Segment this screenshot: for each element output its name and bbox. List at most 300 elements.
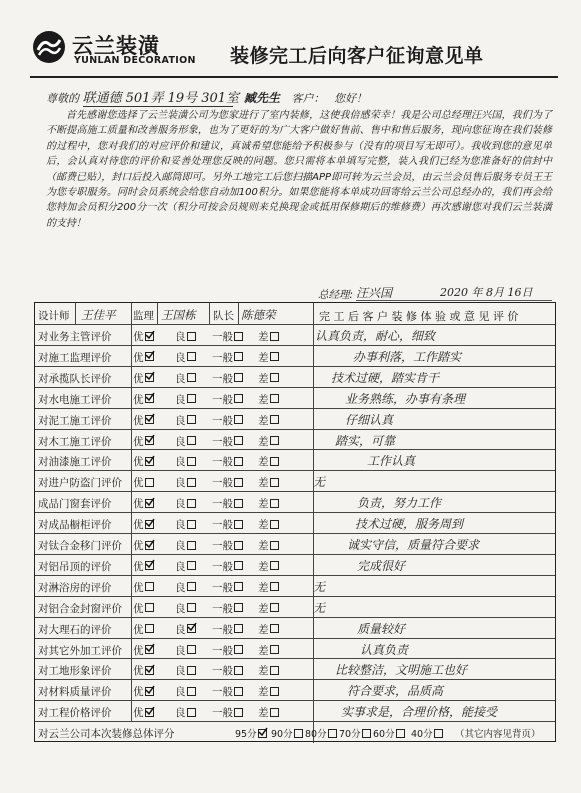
rating-option[interactable] <box>133 684 154 699</box>
checked-box-icon[interactable] <box>145 332 154 341</box>
table-row <box>35 700 555 721</box>
score-option[interactable] <box>305 726 337 740</box>
checkbox-icon[interactable] <box>187 708 196 717</box>
row-comment: 实事求是，合理价格，能接受 <box>341 705 498 720</box>
rating-option[interactable] <box>212 329 243 344</box>
rating-option-label: 一般 <box>212 498 233 511</box>
rating-option-label: 一般 <box>212 560 233 573</box>
checkbox-icon[interactable] <box>187 415 196 424</box>
row-comment: 认真负责，耐心，细致 <box>315 329 436 343</box>
score-option[interactable] <box>235 726 267 740</box>
rating-option-label: 一般 <box>212 351 233 364</box>
rating-option-label: 优 <box>133 686 144 699</box>
checkbox-icon[interactable] <box>294 729 303 738</box>
row-item-label: 对其它外加工评价 <box>38 644 122 657</box>
checked-box-icon[interactable] <box>145 561 154 570</box>
rating-option-label: 优 <box>133 540 144 552</box>
rating-option[interactable] <box>175 413 196 428</box>
table-row <box>35 617 555 638</box>
checkbox-icon[interactable] <box>234 373 243 382</box>
rating-option-label: 优 <box>133 498 144 511</box>
checkbox-icon[interactable] <box>270 394 279 403</box>
rating-option[interactable] <box>133 538 154 553</box>
rating-option[interactable] <box>258 350 279 365</box>
checked-box-icon[interactable] <box>145 708 154 717</box>
checkbox-icon[interactable] <box>270 708 279 717</box>
header-divider <box>30 76 558 78</box>
row-item-label: 对施工监理评价 <box>38 351 112 364</box>
score-option[interactable] <box>411 726 443 740</box>
checkbox-icon[interactable] <box>145 603 154 612</box>
checkbox-icon[interactable] <box>270 478 279 487</box>
checked-box-icon[interactable] <box>145 373 154 382</box>
rating-option[interactable] <box>175 601 196 616</box>
rating-option[interactable] <box>212 643 243 658</box>
hdr-div-a <box>75 303 76 324</box>
row-comment: 认真负责 <box>360 642 409 657</box>
row-item-label: 对材料质量评价 <box>38 686 112 699</box>
rating-option[interactable] <box>258 413 279 428</box>
checked-box-icon[interactable] <box>145 541 154 550</box>
rating-option[interactable] <box>258 434 279 449</box>
greeting-line <box>46 87 367 107</box>
rating-option[interactable] <box>212 559 243 574</box>
rating-option[interactable] <box>133 643 154 658</box>
hdr-div-c <box>209 303 210 324</box>
row-comment: 比较整洁，文明施工也好 <box>335 663 468 678</box>
checkbox-icon[interactable] <box>270 499 279 508</box>
checkbox-icon[interactable] <box>270 561 279 570</box>
checked-box-icon[interactable] <box>145 352 154 361</box>
row-item-label: 对铝吊顶的评价 <box>38 560 112 573</box>
rating-option[interactable] <box>258 329 279 344</box>
checkbox-icon[interactable] <box>270 666 279 675</box>
checkbox-icon[interactable] <box>234 436 243 445</box>
rating-option-label: 一般 <box>212 456 233 469</box>
rating-option-label: 良 <box>175 435 186 448</box>
checkbox-icon[interactable] <box>234 561 243 570</box>
checkbox-icon[interactable] <box>234 352 243 361</box>
checkbox-icon[interactable] <box>187 499 196 508</box>
row-comment: 符合要求，品质高 <box>347 684 444 699</box>
rating-option[interactable] <box>258 622 279 637</box>
checked-box-icon[interactable] <box>145 457 154 466</box>
checkbox-icon[interactable] <box>270 603 279 612</box>
checkbox-icon[interactable] <box>270 457 279 466</box>
checked-box-icon[interactable] <box>145 645 154 654</box>
rating-option[interactable] <box>175 496 196 511</box>
checkbox-icon[interactable] <box>234 687 243 696</box>
rating-option[interactable] <box>212 517 243 532</box>
row-item-label: 成品门窗套评价 <box>38 498 112 511</box>
checked-box-icon[interactable] <box>145 687 154 696</box>
checkbox-icon[interactable] <box>234 332 243 341</box>
checkbox-icon[interactable] <box>234 624 243 633</box>
rating-option-label: 优 <box>133 331 144 343</box>
rating-option[interactable] <box>212 496 243 511</box>
checkbox-icon[interactable] <box>270 373 279 382</box>
company-name-en: YUNLAN DECORATION <box>74 55 196 66</box>
checkbox-icon[interactable] <box>187 645 196 654</box>
rating-option-label: 一般 <box>212 519 233 532</box>
row-comment: 业务熟练，办事有条理 <box>345 391 466 406</box>
row-item-label: 对泥工施工评价 <box>38 414 112 427</box>
checkbox-icon[interactable] <box>234 708 243 717</box>
rating-option-label: 优 <box>133 435 144 448</box>
rating-option[interactable] <box>212 392 243 407</box>
rating-option[interactable] <box>212 350 243 365</box>
rating-option[interactable] <box>258 517 279 532</box>
checkbox-icon[interactable] <box>187 394 196 403</box>
rating-option[interactable] <box>175 454 196 469</box>
rating-option-label: 差 <box>258 540 269 552</box>
rating-option[interactable] <box>258 601 279 616</box>
total-score-label: 对云兰公司本次装修总体评分 <box>38 728 175 740</box>
rating-option-label: 优 <box>133 560 144 573</box>
rating-option[interactable] <box>212 684 243 699</box>
score-option-label: 80分 <box>305 729 327 740</box>
rating-option[interactable] <box>212 663 243 678</box>
score-option-label: 70分 <box>339 729 361 740</box>
row-comment: 无 <box>313 600 326 615</box>
rating-option-label: 差 <box>258 665 269 678</box>
checkbox-icon[interactable] <box>362 729 371 738</box>
hdr-div-b <box>157 303 158 324</box>
rating-option[interactable] <box>212 580 243 595</box>
row-item-label: 对进户防盗门评价 <box>38 477 122 490</box>
rating-option-label: 良 <box>175 477 186 490</box>
row-comment: 工作认真 <box>367 454 416 469</box>
rating-option[interactable] <box>175 622 196 637</box>
score-option-label: 40分 <box>411 729 433 740</box>
rating-option[interactable] <box>258 559 279 574</box>
checkbox-icon[interactable] <box>187 478 196 487</box>
checkbox-icon[interactable] <box>187 687 196 696</box>
rating-option[interactable] <box>133 496 154 511</box>
rating-option[interactable] <box>133 517 154 532</box>
row-comment: 无 <box>313 579 326 594</box>
rating-option[interactable] <box>133 371 154 386</box>
rating-option[interactable] <box>133 622 154 637</box>
checkbox-icon[interactable] <box>187 561 196 570</box>
rating-option-label: 优 <box>133 414 144 427</box>
checkbox-icon[interactable] <box>270 687 279 696</box>
row-comment: 仔细认真 <box>345 412 394 427</box>
row-comment: 质量较好 <box>357 621 406 636</box>
rating-option[interactable] <box>175 371 196 386</box>
score-option[interactable] <box>339 726 371 740</box>
rating-option-label: 优 <box>133 372 144 385</box>
rating-option-label: 差 <box>258 351 269 364</box>
checked-box-icon[interactable] <box>145 666 154 675</box>
rating-option[interactable] <box>175 684 196 699</box>
table-row <box>35 491 555 512</box>
rating-option-label: 一般 <box>212 477 233 490</box>
checkbox-icon[interactable] <box>270 332 279 341</box>
rating-option-label: 良 <box>175 623 186 636</box>
checkbox-icon[interactable] <box>187 520 196 529</box>
rating-option-label: 优 <box>133 351 144 364</box>
checkbox-icon[interactable] <box>187 352 196 361</box>
checkbox-icon[interactable] <box>145 478 154 487</box>
customer-address: 联通德 501弄 19号 301室 <box>83 87 233 107</box>
table-row <box>35 658 555 679</box>
row-item-label: 对工地形象评价 <box>38 665 112 678</box>
rating-option[interactable] <box>175 580 196 595</box>
row-item-label: 对工程价格评价 <box>38 707 112 720</box>
rating-option-label: 优 <box>133 707 144 720</box>
checkbox-icon[interactable] <box>270 582 279 591</box>
rating-option[interactable] <box>133 434 154 449</box>
row-comment: 踏实，可靠 <box>335 433 396 448</box>
checkbox-icon[interactable] <box>270 645 279 654</box>
table-row <box>35 512 555 533</box>
rating-option-label: 优 <box>133 477 144 490</box>
rating-option[interactable] <box>133 475 154 490</box>
rating-option-label: 优 <box>133 581 144 594</box>
rating-option-label: 良 <box>175 519 186 532</box>
checkbox-icon[interactable] <box>187 582 196 591</box>
checkbox-icon[interactable] <box>234 457 243 466</box>
rating-option[interactable] <box>175 559 196 574</box>
rating-option-label: 良 <box>175 602 186 615</box>
rating-option-label: 一般 <box>212 686 233 699</box>
rating-option[interactable] <box>258 371 279 386</box>
rating-option[interactable] <box>258 684 279 699</box>
rating-option-label: 一般 <box>212 372 233 385</box>
rating-option-label: 差 <box>258 331 269 343</box>
rating-option-label: 差 <box>258 456 269 469</box>
rating-option[interactable] <box>133 663 154 678</box>
rating-option-label: 差 <box>258 644 269 657</box>
rating-option[interactable] <box>175 705 196 720</box>
rating-option[interactable] <box>133 559 154 574</box>
rating-option-label: 差 <box>258 477 269 490</box>
rating-option[interactable] <box>258 705 279 720</box>
checkbox-icon[interactable] <box>328 729 337 738</box>
checked-box-icon[interactable] <box>258 729 267 738</box>
rating-option[interactable] <box>258 643 279 658</box>
rating-option-label: 良 <box>175 456 186 469</box>
rating-option[interactable] <box>133 392 154 407</box>
table-row <box>35 408 555 429</box>
row-comment: 完成很好 <box>357 558 406 573</box>
rating-option[interactable] <box>212 371 243 386</box>
hdr-div-d <box>238 303 239 324</box>
checkbox-icon[interactable] <box>396 729 405 738</box>
table-row <box>35 575 555 596</box>
rating-option[interactable] <box>133 329 154 344</box>
greeting-prefix: 尊敬的 <box>46 92 79 105</box>
checkbox-icon[interactable] <box>187 603 196 612</box>
rating-option[interactable] <box>212 705 243 720</box>
checkbox-icon[interactable] <box>270 436 279 445</box>
checkbox-icon[interactable] <box>234 499 243 508</box>
rating-option[interactable] <box>175 392 196 407</box>
row-item-label: 对大理石的评价 <box>38 623 112 636</box>
rating-option[interactable] <box>258 475 279 490</box>
row-item-label: 对水电施工评价 <box>38 393 112 406</box>
table-row <box>35 679 555 700</box>
rating-option[interactable] <box>133 601 154 616</box>
rating-option[interactable] <box>175 434 196 449</box>
score-option[interactable] <box>271 726 303 740</box>
rating-option-label: 优 <box>133 665 144 678</box>
checked-box-icon[interactable] <box>145 520 154 529</box>
rating-option-label: 良 <box>175 372 186 385</box>
checked-box-icon[interactable] <box>145 436 154 445</box>
rating-option-label: 差 <box>258 686 269 699</box>
eval-column-title: 完 工 后 客 户 装 修 体 验 或 意 见 评 价 <box>319 310 519 323</box>
rating-option-label: 一般 <box>212 414 233 427</box>
checkbox-icon[interactable] <box>234 603 243 612</box>
rating-option[interactable] <box>133 454 154 469</box>
rating-option[interactable] <box>212 475 243 490</box>
checkbox-icon[interactable] <box>187 457 196 466</box>
checkbox-icon[interactable] <box>187 541 196 550</box>
rating-option-label: 差 <box>258 560 269 573</box>
checkbox-icon[interactable] <box>270 415 279 424</box>
rating-option[interactable] <box>175 663 196 678</box>
table-row <box>35 366 555 387</box>
score-option[interactable] <box>373 726 405 740</box>
checkbox-icon[interactable] <box>234 415 243 424</box>
checkbox-icon[interactable] <box>234 582 243 591</box>
checkbox-icon[interactable] <box>234 520 243 529</box>
rating-option[interactable] <box>258 496 279 511</box>
rating-option-label: 良 <box>175 331 186 343</box>
leader-value: 陈德荣 <box>241 308 276 322</box>
rating-option[interactable] <box>133 580 154 595</box>
rating-option-label: 良 <box>175 560 186 573</box>
checkbox-icon[interactable] <box>187 666 196 675</box>
rating-option-label: 差 <box>258 707 269 720</box>
checkbox-icon[interactable] <box>187 373 196 382</box>
row-item-label: 对业务主管评价 <box>38 331 112 343</box>
greeting-hello: 您好！ <box>334 92 367 105</box>
rating-option-label: 差 <box>258 498 269 511</box>
checkbox-icon[interactable] <box>270 352 279 361</box>
rating-option[interactable] <box>175 538 196 553</box>
row-comment: 诚实守信，质量符合要求 <box>347 538 480 552</box>
rating-option[interactable] <box>258 454 279 469</box>
score-option-label: 60分 <box>373 729 395 740</box>
total-score-note: （其它内容见背页） <box>455 729 541 740</box>
total-score-row <box>35 721 555 742</box>
checked-box-icon[interactable] <box>145 394 154 403</box>
score-option-label: 95分 <box>235 729 257 740</box>
rating-option[interactable] <box>133 350 154 365</box>
checkbox-icon[interactable] <box>234 666 243 675</box>
checkbox-icon[interactable] <box>234 541 243 550</box>
rating-option[interactable] <box>212 622 243 637</box>
leader-label: 队长 <box>213 310 234 322</box>
checkbox-icon[interactable] <box>187 436 196 445</box>
rating-option[interactable] <box>212 454 243 469</box>
checkbox-icon[interactable] <box>234 394 243 403</box>
rating-option-label: 差 <box>258 581 269 594</box>
rating-option-label: 一般 <box>212 393 233 406</box>
rating-option-label: 一般 <box>212 602 233 615</box>
rating-option[interactable] <box>258 663 279 678</box>
table-row <box>35 533 555 554</box>
checkbox-icon[interactable] <box>234 478 243 487</box>
rating-option-label: 优 <box>133 393 144 406</box>
company-name-cn: 云兰装潢 <box>72 34 160 58</box>
rating-option-label: 良 <box>175 644 186 657</box>
rating-option[interactable] <box>212 413 243 428</box>
rating-option-label: 一般 <box>212 581 233 594</box>
supervisor-label: 监理 <box>133 310 154 322</box>
signature-name: 汪兴国 <box>356 286 393 300</box>
row-item-label: 对淋浴房的评价 <box>38 581 112 594</box>
rating-option[interactable] <box>175 517 196 532</box>
signature-label: 总经理: <box>318 289 354 301</box>
checkbox-icon[interactable] <box>270 520 279 529</box>
checked-box-icon[interactable] <box>145 499 154 508</box>
designer-label: 设计师 <box>38 310 70 322</box>
rating-option[interactable] <box>212 601 243 616</box>
rating-option[interactable] <box>175 329 196 344</box>
rating-option-label: 良 <box>175 414 186 427</box>
rating-option[interactable] <box>258 580 279 595</box>
rating-option-label: 一般 <box>212 644 233 657</box>
rating-option-label: 优 <box>133 623 144 636</box>
rating-option[interactable] <box>212 434 243 449</box>
row-item-label: 对钛合金移门评价 <box>38 540 122 552</box>
row-comment: 技术过硬，服务周到 <box>355 517 464 532</box>
checkbox-icon[interactable] <box>145 582 154 591</box>
checkbox-icon[interactable] <box>145 624 154 633</box>
checkbox-icon[interactable] <box>270 624 279 633</box>
table-row <box>35 638 555 659</box>
row-item-label: 对成品橱柜评价 <box>38 519 112 532</box>
rating-option-label: 差 <box>258 435 269 448</box>
rating-option[interactable] <box>175 350 196 365</box>
rating-option-label: 一般 <box>212 623 233 636</box>
rating-option[interactable] <box>258 392 279 407</box>
rating-option-label: 一般 <box>212 707 233 720</box>
checkbox-icon[interactable] <box>434 729 443 738</box>
rating-option-label: 差 <box>258 372 269 385</box>
rating-option[interactable] <box>175 643 196 658</box>
row-comment: 负责，努力工作 <box>357 496 442 511</box>
checkbox-icon[interactable] <box>234 645 243 654</box>
rating-option[interactable] <box>133 413 154 428</box>
checkbox-icon[interactable] <box>270 541 279 550</box>
intro-paragraph: 首先感谢您选择了云兰装潢公司为您家进行了室内装修，这使我倍感荣幸！我是公司总经理汪兴国，我们为了不断提高施工质量和改善服务形象，也为了更好的为广大客户做好售前、售中和售后服务，现向您征询在我们装修的过程中，您对我们的对应评价和建议，真诚希望您能给予积极参与（没有的项目写无即可）。我收到您的意见单后，会认真对待您的评价和妥善处理您反映的问题。您只需将本单填写完整，装入我们已经为您准备好的信封中（邮费已贴），封口后投入邮筒即可。另外工地完工后您扫描APP即可转为云兰会员，由云兰会员售后服务专员王王为您专职服务。同时会员系统会给您自动加100积分。如果您能将本单成功回寄给云兰公司总经办的，我们再会给您特加会员积分200分一次（积分可按会员规则来兑换现金或抵用保修期后的维修费）再次感谢您对我们云兰装潢的支持！ <box>46 110 552 229</box>
rating-option[interactable] <box>133 705 154 720</box>
row-comment: 办事利落，工作踏实 <box>353 349 462 364</box>
rating-option-label: 良 <box>175 665 186 678</box>
checked-box-icon[interactable] <box>187 624 196 633</box>
table-row <box>35 596 555 617</box>
rating-option-label: 差 <box>258 519 269 532</box>
checkbox-icon[interactable] <box>187 332 196 341</box>
rating-option-label: 良 <box>175 540 186 552</box>
rating-option[interactable] <box>258 538 279 553</box>
rating-option-label: 优 <box>133 456 144 469</box>
rating-option[interactable] <box>175 475 196 490</box>
checked-box-icon[interactable] <box>145 415 154 424</box>
row-comment: 技术过硬，踏实肯干 <box>331 370 440 385</box>
evaluation-table <box>34 302 556 742</box>
rating-option-label: 差 <box>258 414 269 427</box>
rating-option-label: 差 <box>258 602 269 615</box>
signature-underline <box>356 300 552 301</box>
row-item-label: 对铝合金封窗评价 <box>38 602 122 615</box>
rating-option[interactable] <box>212 538 243 553</box>
